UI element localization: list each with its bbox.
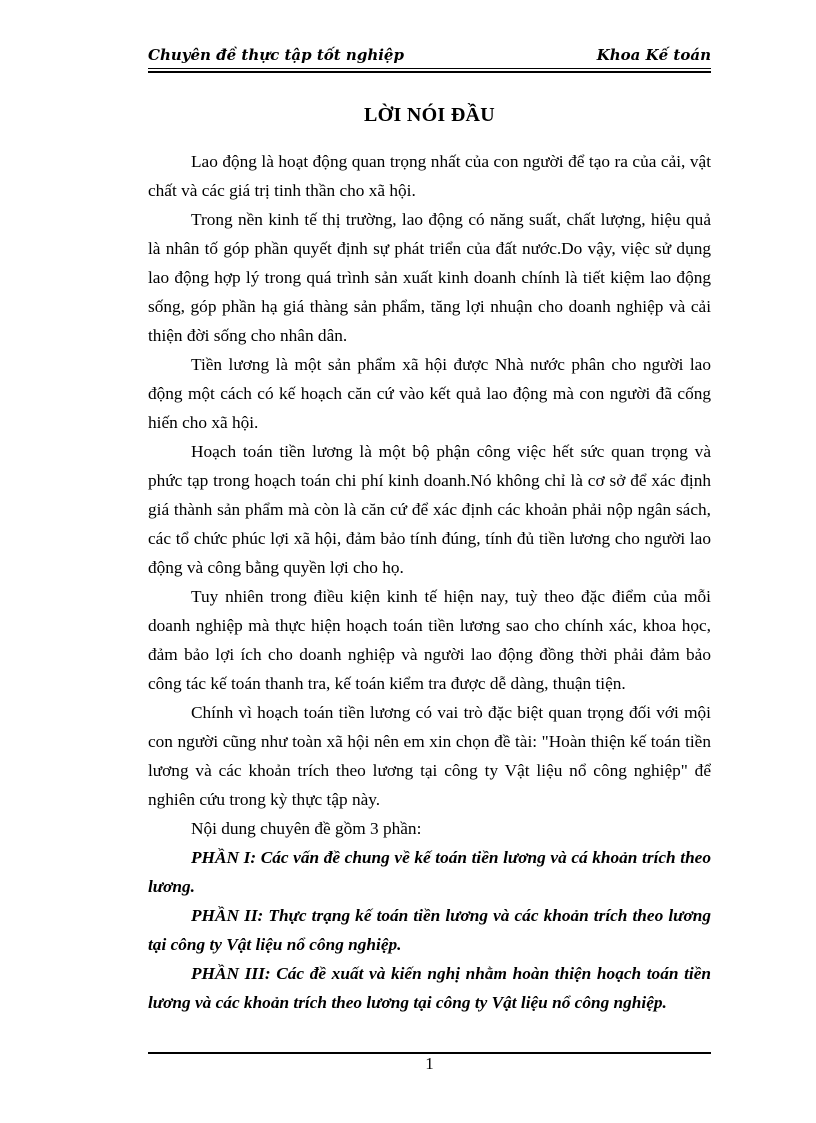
part-heading-3: PHẦN III: Các đề xuất và kiến nghị nhằm hoàn thiện hoạch toán tiền lương và các khoản trích theo lương tại công ty Vật liệu nổ công nghiệp. [148, 964, 711, 1012]
page-title: LỜI NÓI ĐẦU [363, 104, 496, 126]
part-heading-2: PHẦN II: Thực trạng kế toán tiền lương và các khoản trích theo lương tại công ty Vật liệu nổ công nghiệp. [148, 906, 711, 954]
header-right-text: Khoa Kế toán [596, 46, 711, 64]
paragraph: Nội dung chuyên đề gồm 3 phần: [191, 819, 422, 838]
paragraph: Tiền lương là một sản phẩm xã hội được Nhà nước phân cho người lao động một cách có kế hoạch căn cứ vào kết quả lao động mà con người đã cống hiến cho xã hội. [148, 355, 711, 432]
page-header [148, 44, 711, 68]
paragraph: Tuy nhiên trong điều kiện kinh tế hiện nay, tuỳ theo đặc điểm của mỗi doanh nghiệp mà thực hiện hoạch toán tiền lương sao cho chính xác, khoa học, đảm bảo lợi ích cho doanh nghiệp và người lao động đồng thời phải đảm bảo công tác kế toán thanh tra, kế toán kiểm tra được dễ dàng, thuận tiện. [148, 587, 711, 693]
paragraph: Trong nền kinh tế thị trường, lao động có năng suất, chất lượng, hiệu quả là nhân tố góp phần quyết định sự phát triển của đất nước.Do vậy, việc sử dụng lao động hợp lý trong quá trình sản xuất kinh doanh chính là tiết kiệm lao động sống, góp phần hạ giá thàng sản phẩm, tăng lợi nhuận cho doanh nghiệp và cải thiện đời sống cho nhân dân. [148, 210, 711, 345]
document-body [148, 147, 711, 1017]
header-left-text: Chuyên đề thực tập tốt nghiệp [148, 46, 404, 64]
header-rule-thin [148, 68, 711, 69]
paragraph: Hoạch toán tiền lương là một bộ phận công việc hết sức quan trọng và phức tạp trong hoạch toán chi phí kinh doanh.Nó không chỉ là cơ sở để xác định giá thành sản phẩm mà còn là căn cứ để xác định các khoản phải nộp ngân sách, các tổ chức phúc lợi xã hội, đảm bảo tính đúng, tính đủ tiền lương cho người lao động và công bằng quyền lợi cho họ. [148, 442, 711, 577]
paragraph: Chính vì hoạch toán tiền lương có vai trò đặc biệt quan trọng đối với mội con người cũng như toàn xã hội nên em xin chọn đề tài: "Hoàn thiện kế toán tiền lương và các khoản trích theo lương tại công ty Vật liệu nổ công nghiệp" để nghiên cứu trong kỳ thực tập này. [148, 703, 711, 809]
part-heading-1: PHẦN I: Các vấn đề chung về kế toán tiền lương và cá khoản trích theo lương. [148, 848, 711, 896]
page-number: 1 [425, 1054, 434, 1073]
paragraph: Lao động là hoạt động quan trọng nhất của con người để tạo ra của cải, vật chất và các giá trị tinh thần cho xã hội. [148, 152, 711, 200]
header-rule-thick [148, 71, 711, 73]
